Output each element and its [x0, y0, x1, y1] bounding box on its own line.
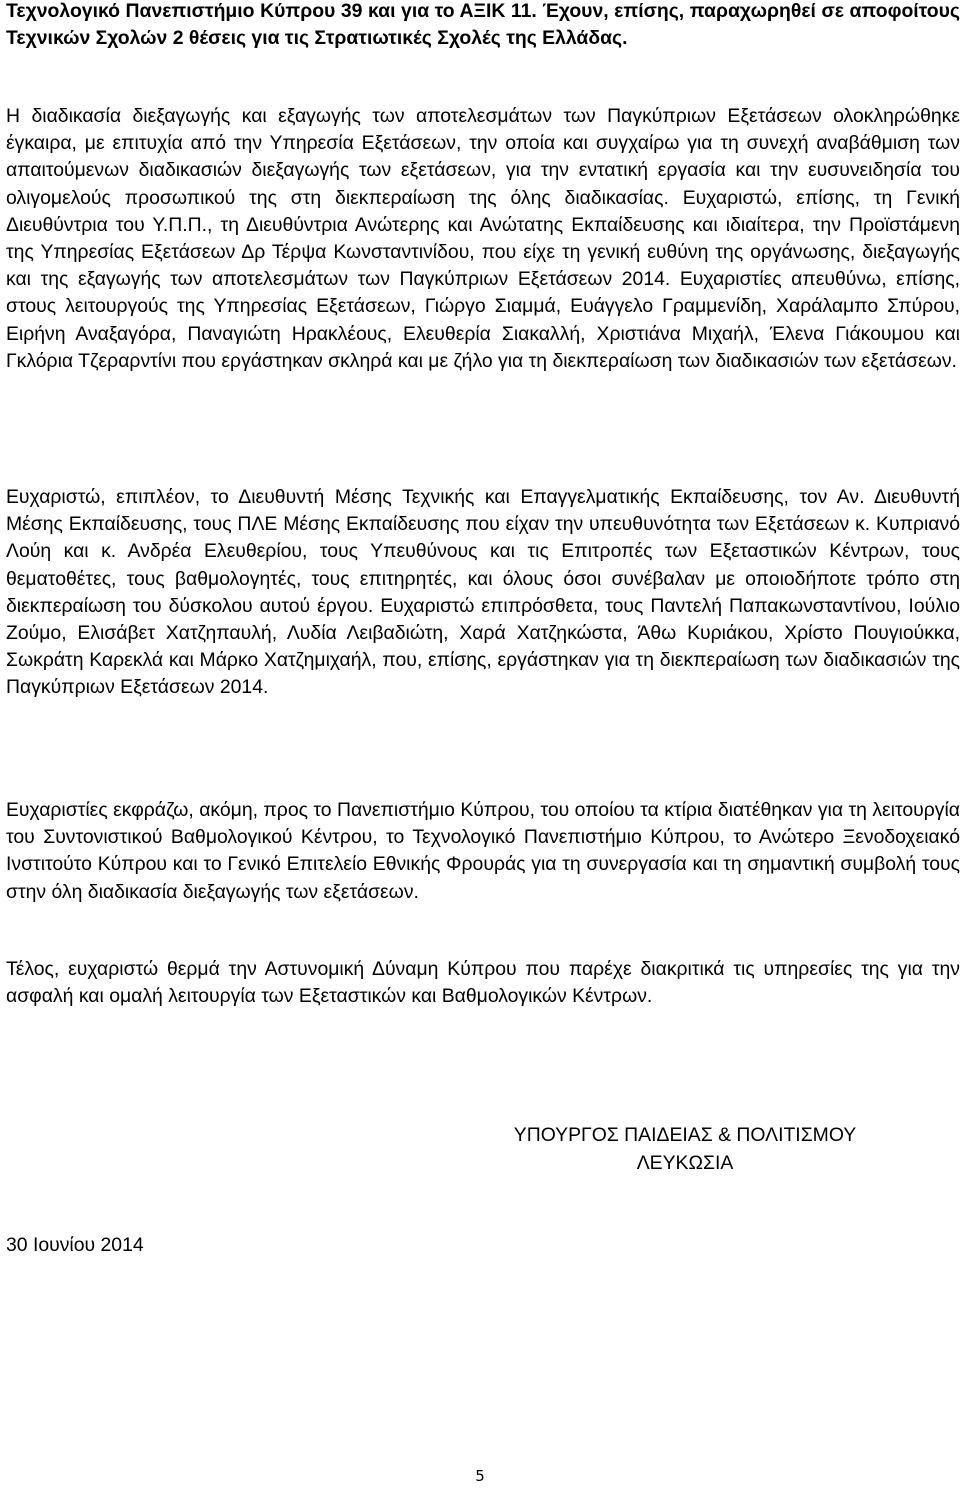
- signature-city: ΛΕΥΚΩΣΙΑ: [636, 1152, 734, 1174]
- signature-ministry: ΥΠΟΥΡΓΟΣ ΠΑΙΔΕΙΑΣ & ΠΟΛΙΤΙΣΜΟΥ: [513, 1124, 857, 1146]
- paragraph-thanks-institutions: Ευχαριστίες εκφράζω, ακόμη, προς το Πανεπιστήμιο Κύπρου, του οποίου τα κτίρια διατέθηκαν για τη λειτουργία του Συντονιστικού Βαθμολογικού Κέντρου, το Τεχνολογικό Πανεπιστήμιο Κύπρου, το Ανώτερο Ξενοδοχειακό Ινστιτούτο Κύπρου και το Γενικό Επιτελείο Εθνικής Φρουράς για τη συνεργασία και τη σημαντική συμβολή τους στην όλη διαδικασία διεξαγωγής των εξετάσεων.: [6, 799, 960, 903]
- document-date: 30 Ιουνίου 2014: [6, 1234, 144, 1256]
- paragraph-thanks-directors: Ευχαριστώ, επιπλέον, το Διευθυντή Μέσης Τεχνικής και Επαγγελματικής Εκπαίδευσης, τον Αν. Διευθυντή Μέσης Εκπαίδευσης, τους ΠΛΕ Μέσης Εκπαίδευσης που είχαν την υπευθυνότητα των Εξετάσεων κ. Κυπριανό Λούη και κ. Ανδρέα Ελευθερίου, τους Υπευθύνους και τις Επιτροπές των Εξεταστικών Κέντρων, τους θεματοθέτες, τους βαθμολογητές, τους επιτηρητές, και όλους όσοι συνέβαλαν με οποιοδήποτε τρόπο στη διεκπεραίωση του δύσκολου αυτού έργου. Ευχαριστώ επιπρόσθετα, τους Παντελή Παπακωνσταντίνου, Ιούλιο Ζούμο, Ελισάβετ Χατζηπαυλή, Λυδία Λειβαδιώτη, Χαρά Χατζηκώστα, Άθω Κυριάκου, Χρίστο Πουγιούκκα, Σωκράτη Καρεκλά και Μάρκο Χατζημιχαήλ, που, επίσης, εργάστηκαν για τη διεκπεραίωση των διαδικασιών της Παγκύπριων Εξετάσεων 2014.: [6, 486, 960, 699]
- paragraph-thanks-police: Τέλος, ευχαριστώ θερμά την Αστυνομική Δύναμη Κύπρου που παρέχε διακριτικά τις υπηρεσίες της για την ασφαλή και ομαλή λειτουργία των Εξεταστικών και Βαθμολογικών Κέντρων.: [6, 958, 960, 1008]
- paragraph-examination-process: Η διαδικασία διεξαγωγής και εξαγωγής των αποτελεσμάτων των Παγκύπριων Εξετάσεων ολοκληρώθηκε έγκαιρα, με επιτυχία από την Υπηρεσία Εξετάσεων, την οποία και συγχαίρω για τη συνεχή αναβάθμιση των απαιτούμενων διαδικασιών διεξαγωγής των εξετάσεων, για την εντατική εργασία και την ευσυνειδησία του ολιγομελούς προσωπικού της στη διεκπεραίωση της όλης διαδικασίας. Ευχαριστώ, επίσης, τη Γενική Διευθύντρια του Υ.Π.Π., τη Διευθύντρια Ανώτερης και Ανώτατης Εκπαίδευσης και ιδιαίτερα, την Προϊστάμενη της Υπηρεσίας Εξετάσεων Δρ Τέρψα Κωνσταντινίδου, που είχε τη γενική ευθύνη της οργάνωσης, διεξαγωγής και της εξαγωγής των αποτελεσμάτων των Παγκύπριων Εξετάσεων 2014. Ευχαριστίες απευθύνω, επίσης, στους λειτουργούς της Υπηρεσίας Εξετάσεων, Γιώργο Σιαμμά, Ευάγγελο Γραμμενίδη, Χαράλαμπο Σπύρου, Ειρήνη Αναξαγόρα, Παναγιώτη Ηρακλέους, Ελευθερία Σιακαλλή, Χριστιάνα Μιχαήλ, Έλενα Γιάκουμου και Γκλόρια Τζεραρντίνι που εργάστηκαν σκληρά και με ζήλο για τη διεκπεραίωση των διαδικασιών των εξετάσεων.: [6, 105, 960, 372]
- continued-paragraph-text: Τεχνολογικό Πανεπιστήμιο Κύπρου 39 και για το ΑΞΙΚ 11. Έχουν, επίσης, παραχωρηθεί σε αποφοίτους Τεχνικών Σχολών 2 θέσεις για τις Στρατιωτικές Σχολές της Ελλάδας.: [6, 0, 960, 50]
- page-number: 5: [475, 1467, 485, 1485]
